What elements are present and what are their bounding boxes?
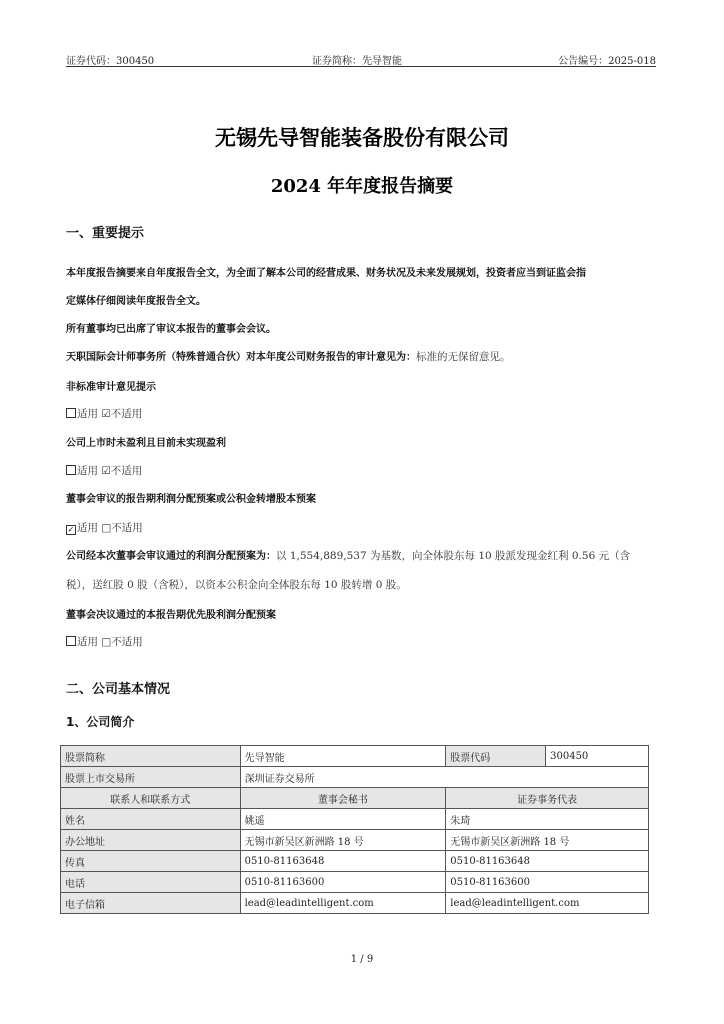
table-row bbox=[61, 746, 649, 767]
dividend-plan-line-2: 税），送红股 0 股（含税），以资本公积金向全体股东每 10 股转增 0 股。 bbox=[66, 579, 407, 591]
table-label: 姓名 bbox=[61, 809, 241, 830]
table-header: 董事会秘书 bbox=[240, 788, 446, 809]
dividend-plan-value: 以 1,554,889,537 为基数，向全体股东每 10 股派发现金红利 0.56 元（含 bbox=[276, 550, 631, 562]
checkbox-icon bbox=[66, 636, 76, 646]
q-preferred-dividend: 董事会决议通过的本报告期优先股利润分配预案 bbox=[66, 610, 276, 621]
q-unprofitable-options: 适用 ☑不适用 bbox=[66, 464, 658, 478]
checked-checkbox-icon bbox=[66, 525, 76, 535]
table-cell: 深圳证券交易所 bbox=[240, 767, 648, 788]
table-label: 办公地址 bbox=[61, 830, 241, 851]
q-profit-distribution: 董事会审议的报告期利润分配预案或公积金转增股本预案 bbox=[66, 494, 316, 505]
dividend-plan-line-1: 公司经本次董事会审议通过的利润分配预案为：以 1,554,889,537 为基数，向全体股东每 10 股派发现金红利 0.56 元（含 bbox=[66, 550, 631, 562]
table-row bbox=[61, 809, 649, 830]
company-profile-table bbox=[60, 745, 649, 914]
table-cell: 0510-81163648 bbox=[446, 851, 649, 872]
report-title: 2024 年年度报告摘要 bbox=[270, 176, 454, 197]
q-nonstandard-audit: 非标准审计意见提示 bbox=[66, 382, 156, 393]
table-row bbox=[61, 851, 649, 872]
intro-line-2: 定媒体仔细阅读年度报告全文。 bbox=[66, 296, 206, 307]
company-title: 无锡先导智能装备股份有限公司 bbox=[215, 125, 509, 150]
table-header-row bbox=[61, 788, 649, 809]
table-label: 传真 bbox=[61, 851, 241, 872]
header-divider bbox=[66, 66, 656, 67]
q-preferred-dividend-options: 适用 □不适用 bbox=[66, 635, 658, 649]
table-cell: 0510-81163600 bbox=[240, 872, 446, 893]
checkbox-icon bbox=[66, 408, 76, 418]
table-cell: 姚遥 bbox=[240, 809, 446, 830]
audit-opinion: 天职国际会计师事务所（特殊普通合伙）对本年度公司财务报告的审计意见为：标准的无保留意见。 bbox=[66, 351, 511, 363]
table-label: 电话 bbox=[61, 872, 241, 893]
q-profit-distribution-options: ✓适用 □不适用 bbox=[66, 521, 658, 535]
table-row bbox=[61, 893, 649, 914]
intro-line-1: 本年度报告摘要来自年度报告全文，为全面了解本公司的经营成果、财务状况及未来发展规划，投资者应当到证监会指 bbox=[66, 268, 586, 279]
table-label: 股票简称 bbox=[61, 746, 241, 767]
table-cell: 0510-81163600 bbox=[446, 872, 649, 893]
section-heading-important: 一、重要提示 bbox=[66, 226, 145, 241]
table-cell: 无锡市新吴区新洲路 18 号 bbox=[446, 830, 649, 851]
table-cell: 无锡市新吴区新洲路 18 号 bbox=[240, 830, 446, 851]
q-unprofitable: 公司上市时未盈利且目前未实现盈利 bbox=[66, 438, 226, 449]
table-row bbox=[61, 872, 649, 893]
checkbox-icon bbox=[66, 465, 76, 475]
audit-opinion-value: 标准的无保留意见。 bbox=[416, 351, 511, 363]
table-cell: lead@leadintelligent.com bbox=[446, 893, 649, 914]
q-nonstandard-audit-options: 适用 ☑不适用 bbox=[66, 407, 658, 421]
page-number: 1 / 9 bbox=[350, 954, 374, 965]
table-cell: 先导智能 bbox=[240, 746, 446, 767]
section-heading-company-info: 二、公司基本情况 bbox=[66, 682, 171, 697]
table-cell: lead@leadintelligent.com bbox=[240, 893, 446, 914]
table-label: 电子信箱 bbox=[61, 893, 241, 914]
stock-short-name: 证券简称：先导智能 bbox=[312, 56, 402, 67]
directors-attendance: 所有董事均已出席了审议本报告的董事会会议。 bbox=[66, 324, 276, 335]
table-cell: 朱琦 bbox=[446, 809, 649, 830]
table-cell: 300450 bbox=[546, 746, 649, 767]
table-header: 证券事务代表 bbox=[446, 788, 649, 809]
table-cell: 0510-81163648 bbox=[240, 851, 446, 872]
stock-code: 证券代码：300450 bbox=[66, 56, 155, 67]
table-row bbox=[61, 767, 649, 788]
table-row bbox=[61, 830, 649, 851]
announcement-number: 公告编号：2025-018 bbox=[558, 56, 656, 67]
table-header: 联系人和联系方式 bbox=[61, 788, 241, 809]
table-label: 股票代码 bbox=[446, 746, 546, 767]
table-label: 股票上市交易所 bbox=[61, 767, 241, 788]
subsection-company-profile: 1、公司简介 bbox=[66, 715, 135, 729]
